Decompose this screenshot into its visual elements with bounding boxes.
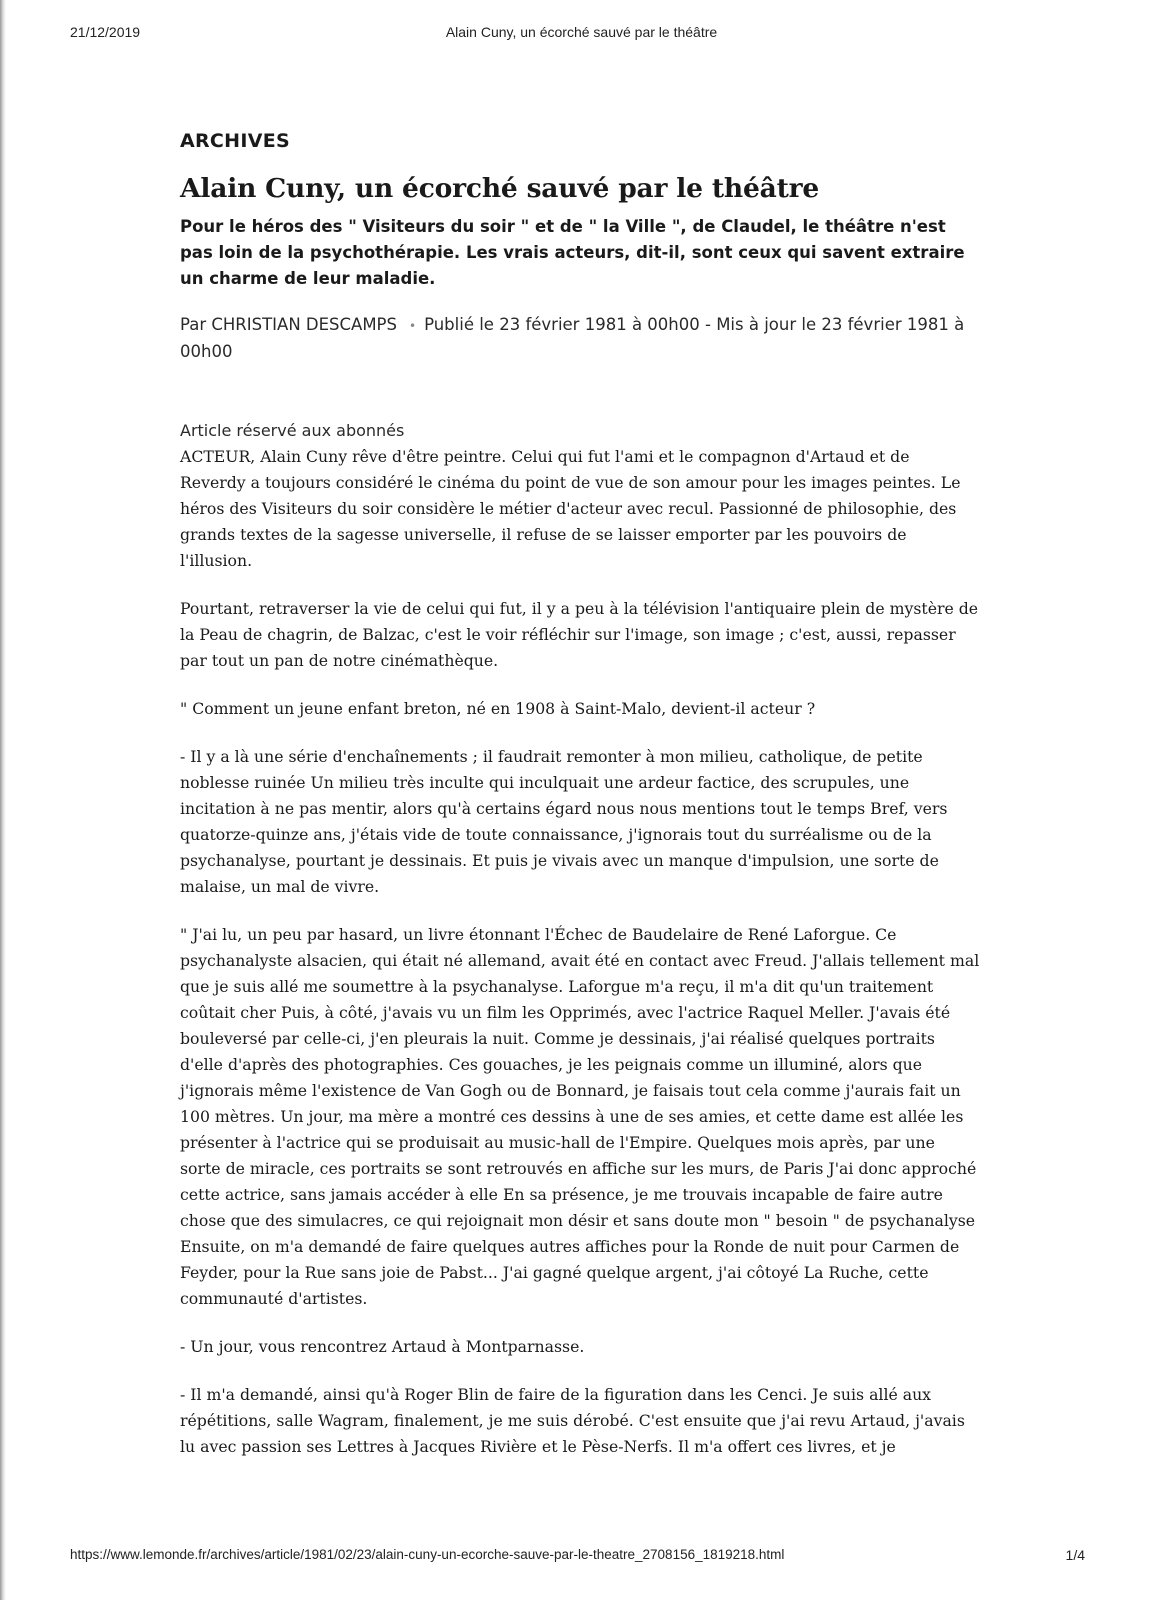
- section-label: ARCHIVES: [180, 130, 291, 152]
- page-number: 1/4: [1065, 1547, 1085, 1563]
- article-paragraph: - Il y a là une série d'enchaînements ; il faudrait remonter à mon milieu, catholique, de petite noblesse ruinée Un milieu très inculte qui inculquait une ardeur factice, des scrupules, une incitation à ne pas mentir, alors qu'à certains égard nous nous mentions tout le temps Bref, vers quatorze-quinze ans, j'étais vide de toute connaissance, j'ignorais tout du surréalisme ou de la psychanalyse, pourtant je dessinais. Et puis je vivais avec un manque d'impulsion, une sorte de malaise, un mal de vivre.: [180, 746, 948, 896]
- article-meta: [180, 312, 980, 365]
- print-url: https://www.lemonde.fr/archives/article/1981/02/23/alain-cuny-un-ecorche-sauve-par-le-theatre_2708156_1819218.html: [70, 1547, 785, 1562]
- article-paragraph: Pourtant, retraverser la vie de celui qui fut, il y a peu à la télévision l'antiquaire plein de mystère de la Peau de chagrin, de Balzac, c'est le voir réfléchir sur l'image, son image ; c'est, aussi, repasser par tout un pan de notre cinémathèque.: [180, 598, 979, 670]
- article-paragraph: - Il m'a demandé, ainsi qu'à Roger Blin de faire de la figuration dans les Cenci. Je suis allé aux répétitions, salle Wagram, finalement, je me suis dérobé. C'est ensuite que j'ai revu Artaud, j'avais lu avec passion ses Lettres à Jacques Rivière et le Pèse-Nerfs. Il m'a offert ces livres, et je: [180, 1384, 965, 1456]
- scan-edge: [0, 0, 6, 1600]
- article-body: [180, 444, 980, 1460]
- article-paragraph: " J'ai lu, un peu par hasard, un livre étonnant l'Échec de Baudelaire de René Laforgue. Ce psychanalyste alsacien, qui était né allemand, avait été en contact avec Freud. J'allais tellement mal que je suis allé me soumettre à la psychanalyse. Laforgue m'a reçu, il m'a dit qu'un traitement coûtait cher Puis, à côté, j'avais vu un film les Opprimés, avec l'actrice Raquel Meller. J'avais été bouleversé par celle-ci, j'en pleurais la nuit. Comme je dessinais, j'ai réalisé quelques portraits d'elle d'après des photographies. Ces gouaches, je les peignais comme un illuminé, alors que j'ignorais même l'existence de Van Gogh ou de Bonnard, je faisais tout cela comme j'aurais fait un 100 mètres. Un jour, ma mère a montré ces dessins à une de ses amies, et cette dame est allée les présenter à l'actrice qui se produisait au music-hall de l'Empire. Quelques mois après, par une sorte de miracle, ces portraits se sont retrouvés en affiche sur les murs, de Paris J'ai donc approché cette actrice, sans jamais accéder à elle En sa présence, je me trouvais incapable de faire autre chose que des simulacres, ce qui rejoignait mon désir et sans doute mon " besoin " de psychanalyse Ensuite, on m'a demandé de faire quelques autres affiches pour la Ronde de nuit pour Carmen de Feyder, pour la Rue sans joie de Pabst... J'ai gagné quelque argent, j'ai côtoyé La Ruche, cette communauté d'artistes.: [180, 924, 980, 1308]
- article-standfirst: Pour le héros des " Visiteurs du soir " et de " la Ville ", de Claudel, le théâtre n'est pas loin de la psychothérapie. Les vrais acteurs, dit-il, sont ceux qui savent extraire un charme de leur maladie.: [180, 217, 965, 288]
- article-paragraph: " Comment un jeune enfant breton, né en 1908 à Saint-Malo, devient-il acteur ?: [180, 698, 816, 718]
- article: [180, 130, 980, 1482]
- article-paragraph: ACTEUR, Alain Cuny rêve d'être peintre. Celui qui fut l'ami et le compagnon d'Artaud et de Reverdy a toujours considéré le cinéma du point de vue de son amour pour les images peintes. Le héros des Visiteurs du soir considère le métier d'acteur avec recul. Passionné de philosophie, des grands textes de la sagesse universelle, il refuse de se laisser emporter par les pouvoirs de l'illusion.: [180, 446, 961, 570]
- print-header-title: Alain Cuny, un écorché sauvé par le théâtre: [445, 24, 718, 40]
- byline: Par CHRISTIAN DESCAMPS: [180, 315, 397, 334]
- subscriber-note: Article réservé aux abonnés: [180, 420, 405, 440]
- print-date: 21/12/2019: [70, 24, 141, 40]
- separator-dot-icon: •: [408, 318, 417, 333]
- article-paragraph: - Un jour, vous rencontrez Artaud à Montparnasse.: [180, 1336, 585, 1356]
- publish-date: Publié le 23 février 1981 à 00h00 - Mis à jour le 23 février 1981 à 00h00: [180, 315, 965, 361]
- article-headline: Alain Cuny, un écorché sauvé par le théâtre: [180, 173, 820, 204]
